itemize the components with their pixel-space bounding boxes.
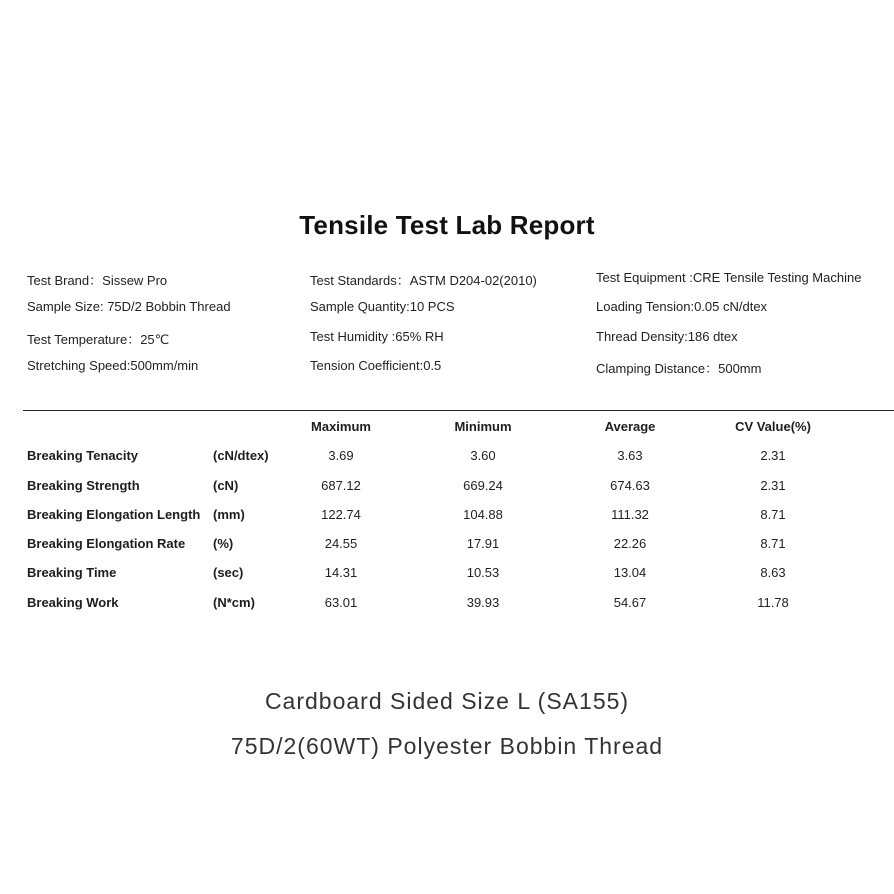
cell-cv-value: 2.31 (760, 477, 786, 493)
table-row (27, 448, 887, 477)
row-unit: (cN/dtex) (213, 448, 269, 464)
header-maximum: Maximum (311, 419, 371, 434)
test-standards: Test Standards：ASTM D204-02(2010) (310, 273, 537, 288)
row-unit: (cN) (213, 477, 239, 493)
cell-minimum: 104.88 (463, 506, 503, 522)
thread-density: Thread Density:186 dtex (596, 328, 738, 344)
cell-average: 111.32 (611, 506, 649, 522)
row-label: Breaking Strength (27, 477, 140, 493)
cell-cv-value: 2.31 (760, 448, 786, 464)
clamping-distance: Clamping Distance：500mm (596, 360, 762, 376)
cell-maximum: 122.74 (321, 506, 361, 522)
tension-coefficient: Tension Coefficient:0.5 (310, 357, 442, 373)
sample-quantity: Sample Quantity:10 PCS (310, 299, 455, 315)
cell-cv-value: 8.71 (760, 506, 786, 522)
loading-tension: Loading Tension:0.05 cN/dtex (596, 299, 768, 315)
cell-maximum: 14.31 (324, 565, 358, 581)
sample-size: Sample Size: 75D/2 Bobbin Thread (27, 299, 231, 315)
cell-cv-value: 8.71 (760, 536, 786, 552)
table-row (27, 507, 887, 536)
cell-minimum: 3.60 (470, 448, 496, 464)
product-size-line: Cardboard Sided Size L (SA155) (264, 688, 630, 714)
cell-minimum: 669.24 (463, 477, 503, 493)
row-label: Breaking Time (27, 565, 117, 581)
row-label: Breaking Tenacity (27, 448, 139, 464)
stretching-speed: Stretching Speed:500mm/min (27, 357, 199, 373)
cell-minimum: 10.53 (466, 565, 500, 581)
test-conditions (27, 270, 887, 387)
test-equipment: Test Equipment :CRE Tensile Testing Machine (596, 270, 862, 285)
report-title: Tensile Test Lab Report (299, 210, 595, 240)
row-unit: (N*cm) (213, 594, 255, 610)
row-unit: (mm) (213, 506, 245, 522)
cell-average: 674.63 (610, 477, 650, 493)
table-row (27, 565, 887, 594)
condition-row (27, 270, 887, 299)
cell-maximum: 63.01 (324, 594, 358, 610)
cell-maximum: 687.12 (321, 477, 361, 493)
row-unit: (sec) (213, 565, 244, 581)
section-divider (23, 410, 894, 411)
test-humidity: Test Humidity :65% RH (310, 328, 444, 344)
row-label: Breaking Work (27, 594, 119, 610)
header-minimum: Minimum (454, 419, 512, 434)
cell-maximum: 3.69 (328, 448, 354, 464)
product-name-line: 75D/2(60WT) Polyester Bobbin Thread (230, 733, 664, 759)
cell-average: 54.67 (613, 594, 647, 610)
cell-average: 3.63 (617, 448, 643, 464)
cell-maximum: 24.55 (324, 536, 358, 552)
table-header-row (27, 419, 887, 448)
table-row (27, 595, 887, 624)
header-average: Average (604, 419, 656, 434)
cell-cv-value: 8.63 (760, 565, 786, 581)
test-temperature: Test Temperature：25℃ (27, 331, 170, 347)
condition-row (27, 358, 887, 387)
results-table (27, 419, 887, 624)
cell-minimum: 39.93 (466, 594, 500, 610)
test-brand: Test Brand：Sissew Pro (27, 273, 168, 288)
row-unit: (%) (213, 536, 234, 552)
table-row (27, 536, 887, 565)
header-cv-value: CV Value(%) (735, 419, 811, 434)
row-label: Breaking Elongation Length (27, 506, 201, 522)
table-row (27, 478, 887, 507)
cell-cv-value: 11.78 (757, 594, 789, 610)
condition-row (27, 299, 887, 328)
cell-minimum: 17.91 (466, 536, 500, 552)
row-label: Breaking Elongation Rate (27, 536, 186, 552)
condition-row (27, 329, 887, 358)
cell-average: 22.26 (613, 536, 647, 552)
cell-average: 13.04 (613, 565, 647, 581)
